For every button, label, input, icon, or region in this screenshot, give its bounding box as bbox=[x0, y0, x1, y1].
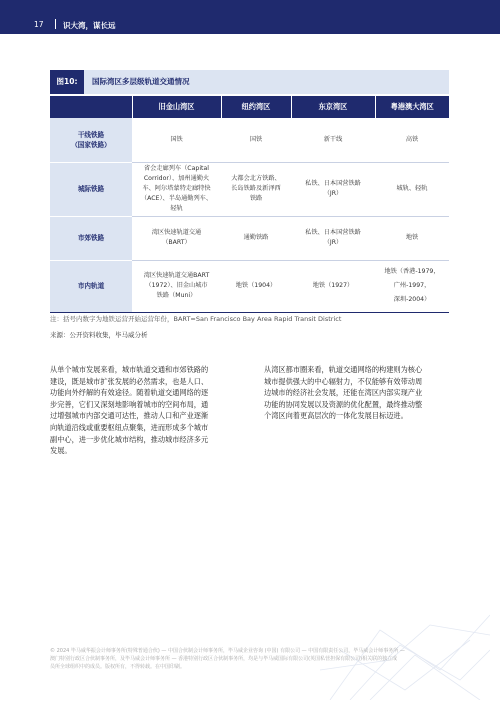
cell-line: （JR） bbox=[323, 190, 343, 197]
body-line: 建设，既是城市扩张发展的必然需求，也是人口、 bbox=[50, 376, 209, 386]
table-cell bbox=[132, 118, 221, 162]
row-header-line: 市内轨道 bbox=[77, 282, 105, 290]
table-cell bbox=[132, 260, 221, 312]
row-header bbox=[50, 260, 132, 312]
table-header-row bbox=[50, 96, 449, 118]
table-header-cell: 旧金山湾区 bbox=[132, 96, 221, 118]
table-cell bbox=[375, 216, 449, 260]
row-header bbox=[50, 162, 132, 216]
body-line: 功能向外纾解的有效途径。随着轨道交通网络的逐 bbox=[50, 388, 209, 398]
row-header bbox=[50, 118, 132, 162]
table-row bbox=[50, 162, 449, 216]
table-note: 注：括号内数字为地铁运营开始运营年份，BART=San Francisco Bay Area Rapid Transit District bbox=[50, 315, 342, 323]
cell-line: 铁路 bbox=[249, 195, 263, 202]
table-cell bbox=[221, 118, 291, 162]
table-header-cell: 粤港澳大湾区 bbox=[375, 96, 449, 118]
cell-line: 城轨、轻轨 bbox=[396, 185, 428, 192]
body-line: 过增强城市内部交通可达性，推动人口和产业逐渐 bbox=[50, 411, 209, 421]
cell-line: 私铁、日本国营铁路 bbox=[305, 180, 361, 187]
cell-line: Corridor）、加州通勤火 bbox=[143, 175, 210, 182]
body-line: 从湾区都市圈来看，轨道交通网络的构建则为核心 bbox=[264, 365, 423, 374]
header-band bbox=[0, 0, 500, 34]
cell-line: 通勤铁路 bbox=[243, 234, 269, 241]
body-line: 副中心，进一步优化城市结构，推动城市经济多元 bbox=[50, 434, 209, 444]
footer-line: © 2024 毕马威华振会计师事务所(特殊普通合伙) — 中国合伙制会计师事务所，毕马威企业咨询 (中国) 有限公司 — 中国有限责任公司，毕马威会计师事务所 — bbox=[50, 648, 405, 654]
page-number: 17 bbox=[34, 20, 44, 29]
table-source: 来源：公开资料收集，毕马威分析 bbox=[50, 331, 148, 339]
cell-line: （ACE）、半岛通勤列车、 bbox=[140, 195, 213, 202]
figure-title: 国际湾区多层级轨道交通情况 bbox=[92, 77, 190, 86]
row-header-line: 城际铁路 bbox=[77, 185, 105, 193]
row-header-line: 市郊铁路 bbox=[77, 234, 105, 242]
table-cell bbox=[291, 260, 375, 312]
table-cell bbox=[291, 118, 375, 162]
rail-transit-table bbox=[50, 96, 449, 313]
cell-line: 轻轨 bbox=[170, 205, 183, 212]
body-line: 向轨道沿线或重要枢纽点聚集，进而形成多个城市 bbox=[50, 422, 209, 432]
cell-line: （1972）、旧金山城市 bbox=[145, 282, 208, 289]
row-header bbox=[50, 216, 132, 260]
row-header-line: （国家铁路） bbox=[71, 140, 111, 149]
body-line: 个湾区向着更高层次的一体化发展目标迈进。 bbox=[264, 411, 408, 421]
cell-line: 湾区快速轨道交通 bbox=[151, 229, 202, 236]
cell-line: 省会走廊列车（Capital bbox=[143, 165, 209, 172]
body-line: 边城市的经济社会发展，还能在湾区内部实现产业 bbox=[264, 388, 423, 398]
cell-line: 长岛铁路及新泽西 bbox=[231, 185, 281, 192]
cell-line: 地铁 bbox=[405, 234, 419, 241]
cell-line: 湾区快速轨道交通BART bbox=[143, 272, 210, 279]
cell-line: 大都会北方铁路、 bbox=[231, 175, 281, 182]
body-line: 从单个城市发展来看，城市轨道交通和市郊铁路的 bbox=[50, 365, 209, 374]
table-cell bbox=[375, 118, 449, 162]
footer-line: 员所全球组织中的成员。版权所有，不得转载。在中国印刷。 bbox=[50, 664, 186, 670]
table-row bbox=[50, 260, 449, 312]
body-line: 城市提供强大的中心辐射力，不仅能够有效带动周 bbox=[264, 376, 423, 386]
cell-line: 地铁（香港-1979， bbox=[384, 268, 440, 275]
table-cell bbox=[291, 216, 375, 260]
cell-line: （JR） bbox=[323, 239, 343, 246]
body-line: 发展。 bbox=[50, 446, 72, 456]
cell-line: 车、阿尔塔蒙特走廊特快 bbox=[142, 185, 211, 192]
row-header-line: 干线铁路 bbox=[77, 130, 105, 139]
footer-copyright bbox=[50, 647, 450, 671]
table-cell bbox=[375, 162, 449, 216]
cell-line: 国铁 bbox=[249, 135, 263, 143]
figure-title-bar bbox=[50, 70, 449, 94]
cell-line: （BART） bbox=[162, 239, 191, 246]
cell-line: 铁路（Muni） bbox=[156, 292, 197, 299]
table-cell bbox=[132, 216, 221, 260]
table-cell bbox=[132, 162, 221, 216]
cell-line: 国铁 bbox=[170, 135, 183, 143]
body-text-right bbox=[264, 364, 450, 422]
body-text-left bbox=[50, 364, 236, 457]
table-header-cell: 东京湾区 bbox=[291, 96, 375, 118]
table-cell bbox=[221, 216, 291, 260]
table-cell bbox=[291, 162, 375, 216]
cell-line: 深圳-2004） bbox=[393, 296, 431, 303]
cell-line: 高铁 bbox=[405, 135, 419, 143]
table-header-cell bbox=[50, 96, 132, 118]
cell-line: 地铁（1927） bbox=[312, 282, 354, 289]
figure-label: 图10: bbox=[50, 70, 84, 94]
cell-line: 广州-1997， bbox=[393, 282, 431, 289]
header-separator bbox=[55, 19, 56, 29]
body-line: 功能的协同发展以及资源的优化配置，最终推动整 bbox=[264, 399, 423, 409]
cell-line: 私铁、日本国营铁路 bbox=[305, 229, 361, 236]
table-row bbox=[50, 118, 449, 162]
footer-line: 澳门特别行政区合伙制事务所，及毕马威会计师事务所 — 香港特别行政区合伙制事务所，均是与毕马威国际有限公司(英国私营担保有限公司)相关联的独立成 bbox=[50, 656, 398, 662]
body-line: 步完善，它们又深刻地影响着城市的空间布局，通 bbox=[50, 399, 209, 409]
running-title: 识大湾，谋长远 bbox=[63, 21, 116, 30]
cell-line: 地铁（1904） bbox=[235, 282, 277, 289]
table-header-cell: 纽约湾区 bbox=[221, 96, 291, 118]
table-row bbox=[50, 216, 449, 260]
cell-line: 新干线 bbox=[323, 135, 343, 143]
table-cell bbox=[221, 260, 291, 312]
table-cell bbox=[375, 260, 449, 312]
table-cell bbox=[221, 162, 291, 216]
